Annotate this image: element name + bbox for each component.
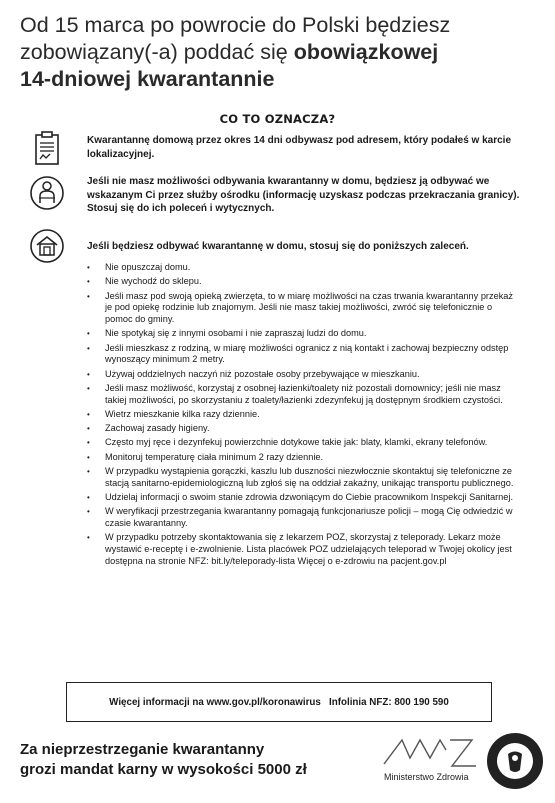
person-icon [29, 175, 65, 211]
hotline-text: Infolinia NFZ: 800 190 590 [329, 696, 449, 708]
ministry-logo [380, 732, 480, 790]
section-2-text: Jeśli nie masz możliwości odbywania kwarantanny w domu, będziesz ją odbywać we wskazanym Ci przez służby ośrodku (informację uzyskasz podczas przekraczania granicy). Stosuj się do ich poleceń i wytycznych. [87, 176, 520, 214]
penalty-warning [20, 740, 350, 779]
clipboard-icon [29, 130, 65, 166]
title-line-3: 14-dniowej kwarantannie [20, 67, 275, 91]
list-item: • W przypadku potrzeby skontaktowania się z lekarzem POZ, skorzystaj z teleporady. Lekarz może wystawić e-receptę i e-zwolnienie. Lista placówek POZ udzielających teleporad w Twojej okolicy jest dostępna na stronie NFZ: bit.ly/teleporady-lista Więcej o e-zdrowiu na pacjent.gov.pl [87, 532, 517, 567]
list-item: • Nie wychodź do sklepu. [87, 276, 517, 288]
recommendations-list [87, 262, 517, 570]
more-info-link[interactable]: Więcej informacji na www.gov.pl/koronawirus [109, 696, 321, 708]
ministry-mark-icon [380, 732, 480, 772]
list-item: • W przypadku wystąpienia gorączki, kaszlu lub duszności niezwłocznie skontaktuj się telefoniczne ze stacją sanitarno-epidemiologiczną lub zgłoś się na oddział zakaźny, unikając transportu publicznego. [87, 466, 517, 489]
info-box [66, 682, 492, 722]
list-item: • Często myj ręce i dezynfekuj powierzchnie dotykowe takie jak: blaty, klamki, ekrany telefonów. [87, 437, 517, 449]
penalty-line-2: grozi mandat karny w wysokości 5000 zł [20, 760, 307, 778]
title-line-2-regular: zobowiązany(-a) poddać się [20, 40, 294, 64]
list-item: • Nie spotykaj się z innymi osobami i nie zapraszaj ludzi do domu. [87, 328, 517, 340]
list-item: • Jeśli masz pod swoją opieką zwierzęta, to w miarę możliwości na czas trwania kwarantanny przekaż je pod opiekę rodzinie lub znajomym. Jeśli nie masz takiej możliwości, zwróć się telefonicznie o pomoc do gminy. [87, 291, 517, 326]
list-item: • Monitoruj temperaturę ciała minimum 2 razy dziennie. [87, 452, 517, 464]
list-item: • Używaj oddzielnych naczyń niż pozostałe osoby przebywające w mieszkaniu. [87, 369, 517, 381]
info-separator [321, 697, 329, 708]
title-line-1: Od 15 marca po powrocie do Polski będziesz [20, 13, 451, 37]
house-icon [29, 228, 65, 264]
list-item: • Wietrz mieszkanie kilka razy dziennie. [87, 409, 517, 421]
section-1-text: Kwarantannę domową przez okres 14 dni odbywasz pod adresem, który podałeś w karcie lokalizacyjnej. [87, 135, 512, 160]
list-item: • Jeśli masz możliwość, korzystaj z osobnej łazienki/toalety niż pozostali domownicy; jeśli nie masz takiej możliwości, po skorzystaniu z toalety/łazienki zdezynfekuj ją dostępnym środkiem czystości. [87, 383, 517, 406]
ministry-name: Ministerstwo Zdrowia [384, 772, 469, 782]
penalty-line-1: Za nieprzestrzeganie kwarantanny [20, 741, 265, 758]
title-line-2-bold: obowiązkowej [293, 40, 439, 64]
section-3-text: Jeśli będziesz odbywać kwarantannę w domu, stosuj się do poniższych zaleceń. [87, 241, 469, 252]
section-heading: CO TO OZNACZA? [219, 112, 336, 126]
page-title [20, 12, 540, 93]
list-item: • Udzielaj informacji o swoim stanie zdrowia dzwoniącym do Ciebie pracownikom Inspekcji Sanitarnej. [87, 492, 517, 504]
list-item: • Jeśli mieszkasz z rodziną, w miarę możliwości ogranicz z nią kontakt i zachowaj bezpieczny odstęp wynoszący minimum 2 metry. [87, 343, 517, 366]
list-item: • Nie opuszczaj domu. [87, 262, 517, 274]
sanitary-inspection-seal-icon [486, 732, 544, 790]
list-item: • W weryfikacji przestrzegania kwarantanny pomagają funkcjonariusze policji – mogą Cię odwiedzić w czasie kwarantanny. [87, 506, 517, 529]
list-item: • Zachowaj zasady higieny. [87, 423, 517, 435]
title-line-2 [20, 39, 540, 66]
